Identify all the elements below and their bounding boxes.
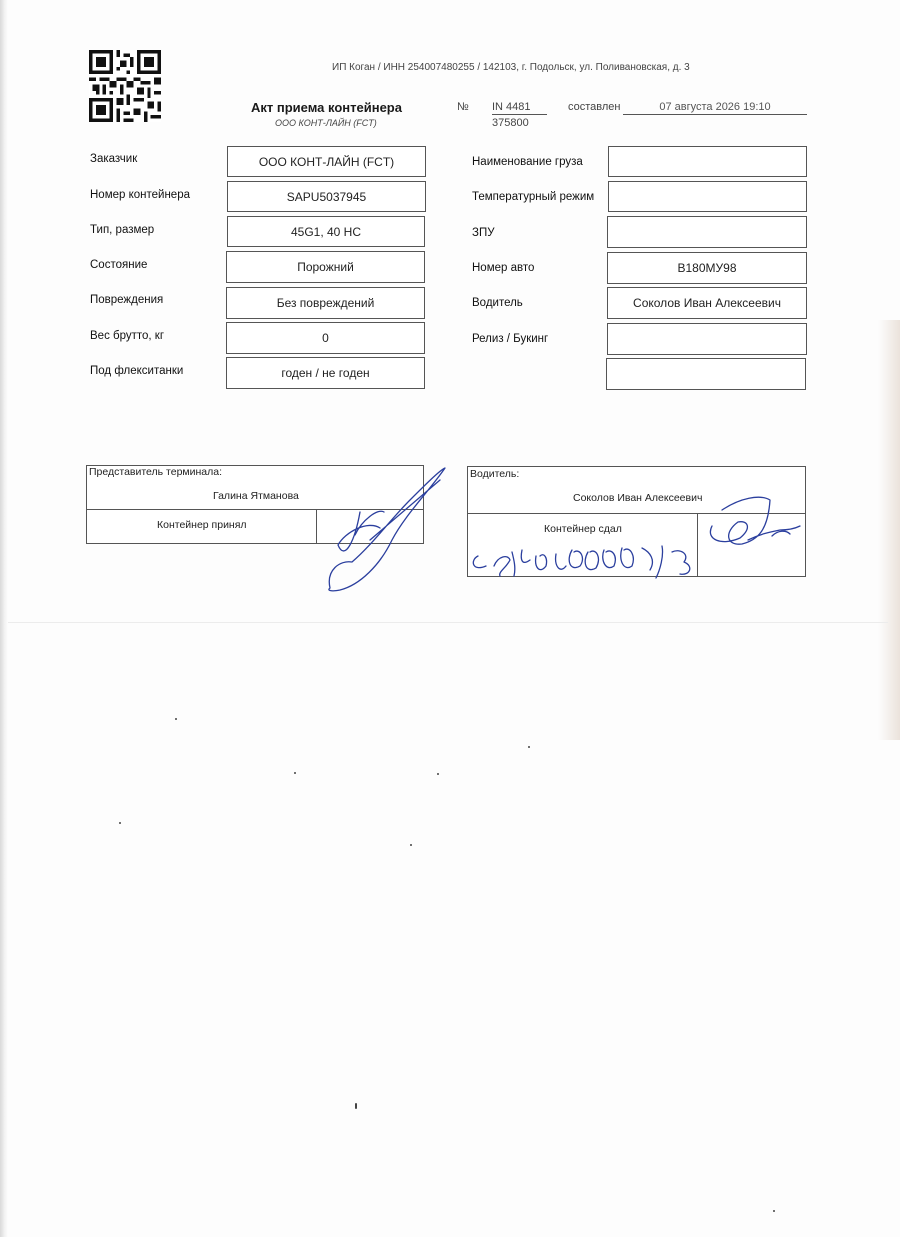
flexitank-label: Под флекситанки <box>90 365 184 377</box>
scan-speck <box>355 1103 357 1109</box>
gross-weight-value: 0 <box>226 322 425 354</box>
terminal-table-divider <box>86 509 424 510</box>
scan-speck <box>410 844 412 846</box>
composed-label: составлен <box>568 101 621 113</box>
page-fold-line <box>8 622 888 623</box>
flexitank-value: годен / не годен <box>226 357 425 389</box>
scan-speck <box>119 822 121 824</box>
company-line: ИП Коган / ИНН 254007480255 / 142103, г. Подольск, ул. Поливановская, д. 3 <box>332 62 690 73</box>
scan-speck <box>175 718 177 720</box>
document-number-sub: 375800 <box>492 117 529 129</box>
seal-label: ЗПУ <box>472 227 495 239</box>
scan-left-edge <box>0 0 8 1237</box>
damage-label: Повреждения <box>90 294 164 306</box>
qr-code <box>89 50 161 122</box>
damage-value: Без повреждений <box>226 287 425 319</box>
temperature-label: Температурный режим <box>472 191 595 203</box>
document-date: 07 августа 2026 19:10 <box>623 101 807 115</box>
container-accepted-label: Контейнер принял <box>157 519 247 531</box>
gross-weight-label: Вес брутто, кг <box>90 330 165 342</box>
type-size-value: 45G1, 40 HC <box>227 216 425 247</box>
driver-value: Соколов Иван Алексеевич <box>607 287 807 319</box>
release-booking-value <box>607 323 807 355</box>
document-number: IN 4481 <box>492 101 547 115</box>
number-label: № <box>457 101 469 113</box>
driver-title: Водитель: <box>470 468 520 480</box>
scan-speck <box>528 746 530 748</box>
terminal-rep-name: Галина Ятманова <box>213 490 299 502</box>
vehicle-number-value: В180МУ98 <box>607 252 807 284</box>
cargo-name-value <box>608 146 807 177</box>
driver-signature-table <box>467 466 806 577</box>
type-size-label: Тип, размер <box>90 224 155 236</box>
release-booking-label: Релиз / Букинг <box>472 333 549 345</box>
document-title: Акт приема контейнера <box>251 100 402 115</box>
container-handed-label: Контейнер сдал <box>544 523 622 535</box>
terminal-table-vdivider <box>316 509 317 544</box>
state-label: Состояние <box>90 259 148 271</box>
customer-label: Заказчик <box>90 153 138 165</box>
seal-value <box>607 216 807 248</box>
container-number-value: SAPU5037945 <box>227 181 426 212</box>
customer-value: ООО КОНТ-ЛАЙН (FCT) <box>227 146 426 177</box>
scan-right-edge <box>878 320 900 740</box>
driver-table-divider <box>467 513 806 514</box>
driver-name: Соколов Иван Алексеевич <box>573 492 703 504</box>
container-number-label: Номер контейнера <box>90 189 190 201</box>
scan-speck <box>437 773 439 775</box>
driver-table-vdivider <box>697 513 698 577</box>
state-value: Порожний <box>226 251 425 283</box>
cargo-name-label: Наименование груза <box>472 156 583 168</box>
driver-label: Водитель <box>472 297 523 309</box>
vehicle-number-label: Номер авто <box>472 262 535 274</box>
scan-speck <box>294 772 296 774</box>
document-subtitle: ООО КОНТ-ЛАЙН (FCT) <box>275 118 377 128</box>
terminal-title: Представитель терминала: <box>89 466 223 478</box>
scan-speck <box>773 1210 775 1212</box>
extra-field-value <box>606 358 806 390</box>
temperature-value <box>608 181 807 212</box>
